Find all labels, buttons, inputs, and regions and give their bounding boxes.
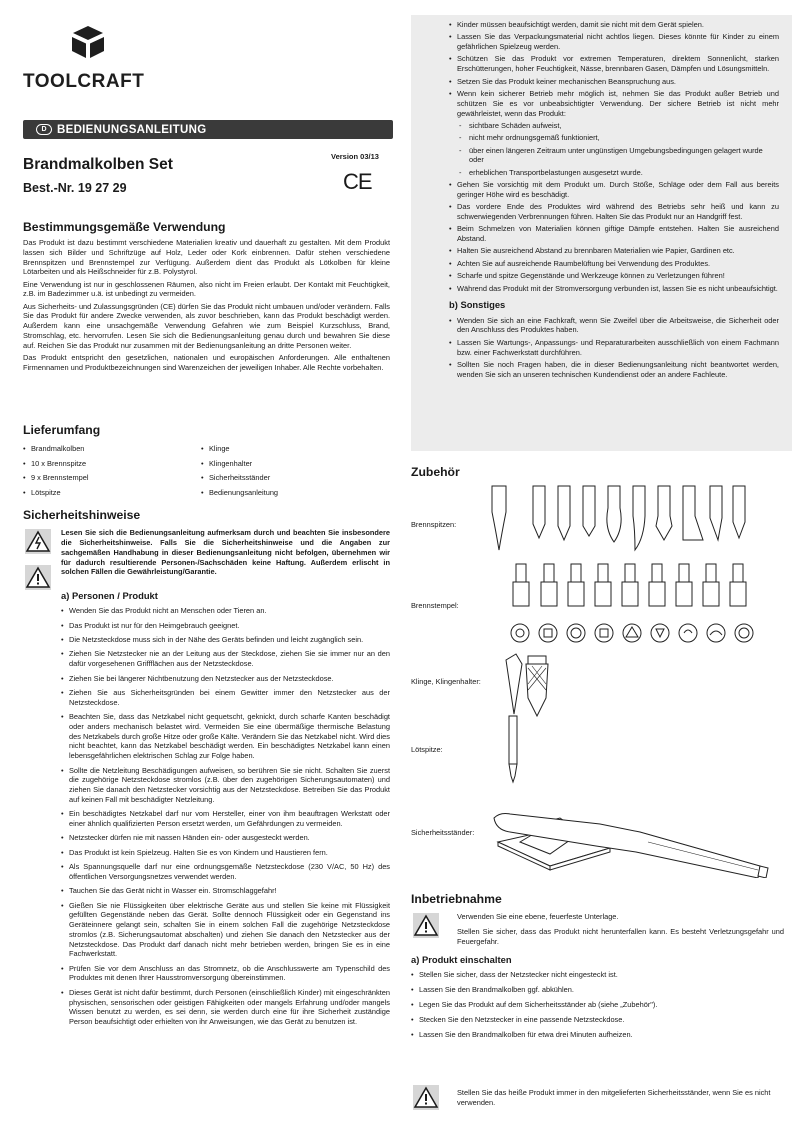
ce-mark: CE: [343, 169, 372, 194]
stamps-label: Brennstempel:: [411, 601, 459, 610]
banner-title: BEDIENUNGSANLEITUNG: [57, 124, 207, 136]
persons-section: [61, 587, 390, 1031]
list-item: • Stecken Sie den Netzstecker in eine passende Netzsteckdose.: [411, 1015, 787, 1025]
list-item: • Halten Sie ausreichend Abstand zu brennbaren Materialien wie Papier, Gardinen etc.: [449, 246, 779, 256]
list-item: • Stellen Sie sicher, dass der Netzstecker nicht eingesteckt ist.: [411, 970, 787, 980]
caution-warning-icon: [25, 565, 51, 593]
order-number: Best.-Nr. 19 27 29: [23, 181, 127, 195]
list-item: • 10 x Brennspitze: [23, 459, 201, 469]
switch-on-steps: [411, 970, 787, 1040]
intended-paragraph: Das Produkt entspricht den gesetzlichen, nationalen und europäischen Anforderungen. Alle enthaltenen Firmennamen und Produktbezeichnungen sind Warenzeichen der jeweiligen Inhaber. Alle Rechte vorbehalten.: [23, 353, 390, 372]
version-label: Version 03/13: [331, 152, 379, 161]
language-banner: [23, 120, 393, 139]
list-item: • Legen Sie das Produkt auf dem Sicherheitsständer ab (siehe „Zubehör").: [411, 1000, 787, 1010]
list-item: • Wenden Sie sich an eine Fachkraft, wenn Sie Zweifel über die Arbeitsweise, die Sicherheit oder den Anschluss des Produktes haben.: [449, 316, 779, 336]
conditions-list: [459, 121, 779, 178]
list-item: • Tauchen Sie das Gerät nicht in Wasser ein. Stromschlaggefahr!: [61, 886, 390, 896]
list-item: • Bedienungsanleitung: [201, 488, 381, 498]
solder-tip-icon: [505, 714, 521, 786]
product-title: Brandmalkolben Set: [23, 156, 173, 173]
intended-paragraph: Eine Verwendung ist nur in geschlossenen Räumen, also nicht im Freien erlaubt. Der Kontakt mit Feuchtigkeit, z.B. im Badezimmer u.ä. ist unbedingt zu vermeiden.: [23, 279, 390, 299]
safety-list-continued-2: [449, 180, 779, 293]
misc-list: [449, 316, 779, 380]
list-item: • Sollte die Netzleitung Beschädigungen aufweisen, so berühren Sie sie nicht. Schalten Sie zuerst die zugehörige Netzsteckdose stromlos (z.B. über den zugehörigen Sicherungsautomaten) und ziehen Sie danach den Netzstecker vorsichtig aus der Netzsteckdose. Betreiben Sie das Produkt auf keinen Fall mit beschädigter Netzleitung.: [61, 766, 390, 805]
delivery-section: [23, 422, 390, 502]
intended-use-section: [23, 219, 390, 375]
list-item: • Lassen Sie Wartungs-, Anpassungs- und Reparaturarbeiten ausschließlich von einem Fachmann bzw. einer Fachwerkstatt durchführen.: [449, 338, 779, 358]
list-item: • Klingenhalter: [201, 459, 381, 469]
safety-heading: Sicherheitshinweise: [23, 508, 141, 522]
intended-use-heading: Bestimmungsgemäße Verwendung: [23, 220, 226, 234]
list-item: • Brandmalkolben: [23, 444, 201, 454]
list-item: - erheblichen Transportbelastungen ausgesetzt wurde.: [459, 168, 779, 178]
burning-tips-icon: [488, 482, 748, 556]
safety-list-continued: [449, 20, 779, 118]
switch-on-heading: a) Produkt einschalten: [411, 954, 512, 965]
warning-text: Stellen Sie sicher, dass das Produkt nicht herunterfallen kann. Es besteht Verletzungsgefahr und Feuergefahr.: [457, 926, 784, 946]
caution-warning-icon: [413, 913, 439, 941]
brand-name: TOOLCRAFT: [23, 71, 145, 92]
list-item: • Das Produkt ist nur für den Heimgebrauch geeignet.: [61, 621, 390, 631]
list-item: • Beachten Sie, dass das Netzkabel nicht gequetscht, geknickt, durch scharfe Kanten beschädigt oder anders mechanisch belastet wird. Vermeiden Sie eine übermäßige thermische Belastung des Netzkabels durch große Hitze oder große Kälte. Verändern Sie das Netzkabel nicht. Wird dies nicht beachtet, kann das Netzkabel beschädigt werden. Ein beschädigtes Netzkabel kann einen lebensgefährlichen elektrischen Schlag zur Folge haben.: [61, 712, 390, 761]
delivery-list-2: [201, 444, 381, 502]
persons-list: [61, 606, 390, 1026]
safety-continued: [449, 20, 779, 382]
list-item: • Lassen Sie den Brandmalkolben ggf. abkühlen.: [411, 985, 787, 995]
electric-warning-icon: [25, 529, 51, 557]
list-item: • Setzen Sie das Produkt keiner mechanischen Beanspruchung aus.: [449, 77, 779, 87]
safety-stand-icon: [490, 788, 775, 878]
startup-warning: [457, 912, 784, 949]
intended-paragraph: Aus Sicherheits- und Zulassungsgründen (CE) dürfen Sie das Produkt nicht umbauen und/oder verändern. Falls Sie das Produkt für andere Zwecke verwenden, als zuvor beschrieben, kann das Produkt beschädigt werden. Außerdem kann eine unsachgemäße Verwendung Gefahren wie zum Beispiel Kurzschluss, Brand, Stromschlag, etc. hervorrufen. Lesen Sie sich die Bedienungsanleitung genau durch und bewahren Sie diese auf. Reichen Sie das Produkt nur zusammen mit der Bedienungsanleitung an dritte Personen weiter.: [23, 301, 390, 350]
list-item: • Netzstecker dürfen nie mit nassen Händen ein- oder ausgesteckt werden.: [61, 833, 390, 843]
list-item: • Sicherheitsständer: [201, 473, 381, 483]
toolcraft-logo-icon: [70, 26, 106, 61]
list-item: • Als Spannungsquelle darf nur eine ordnungsgemäße Netzsteckdose (230 V/AC, 50 Hz) des öffentlichen Versorgungsnetzes verwendet werden.: [61, 862, 390, 882]
misc-heading: b) Sonstiges: [449, 299, 506, 311]
list-item: • Klinge: [201, 444, 381, 454]
burning-stamps-icon: [508, 562, 758, 610]
list-item: • Achten Sie auf ausreichende Raumbelüftung bei Verwendung des Produktes.: [449, 259, 779, 269]
tips-label: Brennspitzen:: [411, 520, 457, 529]
list-item: • Das vordere Ende des Produktes wird während des Betriebs sehr heiß und kann zu schwerwiegenden Verbrennungen führen. Halten Sie das Produkt nur an Handgriff fest.: [449, 202, 779, 222]
list-item: • Die Netzsteckdose muss sich in der Nähe des Geräts befinden und leicht zugänglich sein.: [61, 635, 390, 645]
list-item: • Wenden Sie das Produkt nicht an Menschen oder Tieren an.: [61, 606, 390, 616]
startup-heading: Inbetriebnahme: [411, 892, 502, 906]
switch-on-section: [411, 951, 787, 1045]
list-item: • Ziehen Sie bei längerer Nichtbenutzung den Netzstecker aus der Netzsteckdose.: [61, 674, 390, 684]
list-item: • Beim Schmelzen von Materialien können giftige Dämpfe entstehen. Halten Sie ausreichend Abstand.: [449, 224, 779, 244]
delivery-list-1: [23, 444, 201, 502]
list-item: • Das Produkt ist kein Spielzeug. Halten Sie es von Kindern und Haustieren fern.: [61, 848, 390, 858]
safety-intro: Lesen Sie sich die Bedienungsanleitung aufmerksam durch und beachten Sie insbesondere die Sicherheitshinweise. Falls Sie die Sicherheitshinweise und die Angaben zur sachgemäßen Handhabung in dieser Bedienungsanleitung nicht befolgen, übernehmen wir für dadurch resultierende Personen-/Sachschäden keine Haftung. Außerdem erlischt in solchen Fällen die Gewährleistung/Garantie.: [61, 528, 390, 577]
solder-label: Lötspitze:: [411, 745, 443, 754]
stand-warning: Stellen Sie das heiße Produkt immer in den mitgelieferten Sicherheitsständer, wenn Sie es nicht verwenden.: [457, 1088, 771, 1107]
stand-label: Sicherheitsständer:: [411, 828, 475, 837]
list-item: • Ein beschädigtes Netzkabel darf nur vom Hersteller, einer von ihm beauftragen Werkstatt oder einer ähnlich qualifizierten Person ersetzt werden, um Gefährdungen zu vermeiden.: [61, 809, 390, 829]
list-item: • Kinder müssen beaufsichtigt werden, damit sie nicht mit dem Gerät spielen.: [449, 20, 779, 30]
delivery-heading: Lieferumfang: [23, 423, 101, 437]
list-item: • Während das Produkt mit der Stromversorgung verbunden ist, lassen Sie es nicht unbeaufsichtigt.: [449, 284, 779, 294]
list-item: • Ziehen Sie aus Sicherheitsgründen bei einem Gewitter immer den Netzstecker aus der Netzsteckdose.: [61, 688, 390, 708]
persons-heading: a) Personen / Produkt: [61, 590, 158, 601]
list-item: • Lassen Sie das Verpackungsmaterial nicht achtlos liegen. Dieses könnte für Kinder zu einem gefährlichen Spielzeug werden.: [449, 32, 779, 52]
list-item: • Gehen Sie vorsichtig mit dem Produkt um. Durch Stöße, Schläge oder dem Fall aus bereits geringer Höhe wird es beschädigt.: [449, 180, 779, 200]
list-item: • Sollten Sie noch Fragen haben, die in dieser Bedienungsanleitung nicht beantwortet werden, wenden Sie sich an unseren technischen Kundendienst oder an andere Fachleute.: [449, 360, 779, 380]
caution-warning-icon: [413, 1085, 439, 1113]
list-item: - über einen längeren Zeitraum unter ungünstigen Umgebungsbedingungen gelagert wurde oder: [459, 146, 779, 166]
list-item: • 9 x Brennstempel: [23, 473, 201, 483]
list-item: • Schützen Sie das Produkt vor extremen Temperaturen, direktem Sonnenlicht, starken Erschütterungen, hoher Feuchtigkeit, Nässe, brennbaren Gasen, Dämpfen und Lösungsmitteln.: [449, 54, 779, 74]
accessories-heading: Zubehör: [411, 465, 460, 479]
blade-label: Klinge, Klingenhalter:: [411, 677, 481, 686]
list-item: • Wenn kein sicherer Betrieb mehr möglich ist, nehmen Sie das Produkt außer Betrieb und schützen Sie es vor unbeabsichtigter Verwendung. Der sichere Betrieb ist nicht mehr gewährleistet, wenn das Produkt:: [449, 89, 779, 118]
list-item: • Prüfen Sie vor dem Anschluss an das Stromnetz, ob die Anschlusswerte am Typenschild des Produktes mit denen Ihrer Hausstromversorgung übereinstimmen.: [61, 964, 390, 984]
warning-text: Verwenden Sie eine ebene, feuerfeste Unterlage.: [457, 912, 619, 921]
language-badge: D: [36, 124, 52, 135]
list-item: • Lötspitze: [23, 488, 201, 498]
list-item: • Dieses Gerät ist nicht dafür bestimmt, durch Personen (einschließlich Kinder) mit eingeschränkten physischen, sensorischen oder geistigen Fähigkeiten oder mangels Erfahrung und/oder mangels Wissen benutzt zu werden, es sei denn, sie werden durch eine für ihre Sicherheit zuständige Person beaufsichtigt oder erhielten von ihr Anweisungen, wie das Gerät zu benutzen ist.: [61, 988, 390, 1027]
list-item: • Ziehen Sie Netzstecker nie an der Leitung aus der Steckdose, ziehen Sie sie immer nur an den dafür vorgesehenen Griffflächen aus der Netzsteckdose.: [61, 649, 390, 669]
list-item: • Scharfe und spitze Gegenstände und Werkzeuge können zu Verletzungen führen!: [449, 271, 779, 281]
intended-paragraph: Das Produkt ist dazu bestimmt verschiedene Materialien kreativ und dauerhaft zu gestalten. Mit dem Produkt lassen sich Bilder und Schriftzüge auf Holz, Leder oder Kork einbrennen. Dafür stehen verschiedene Brennspitzen und Brennstempel zur Verfügung. Außerdem dient das Produkt als Lötkolben für kleine Lötarbeiten und als Heißschneider für z.B. Polystyrol.: [23, 238, 390, 277]
list-item: • Lassen Sie den Brandmalkolben für etwa drei Minuten aufheizen.: [411, 1030, 787, 1040]
list-item: - nicht mehr ordnungsgemäß funktioniert,: [459, 133, 779, 143]
stamp-patterns-icon: [508, 621, 758, 645]
list-item: - sichtbare Schäden aufweist,: [459, 121, 779, 131]
list-item: • Gießen Sie nie Flüssigkeiten über elektrische Geräte aus und stellen Sie keine mit Flüssigkeit gefüllten Gegenstände neben das Gerät. Sollte dennoch Flüssigkeit oder ein Gegenstand ins Geräteinnere gelangt sein, schalten Sie in einem solchen Fall die zugehörige Netzsteckdose stromlos (z.B. Sicherungsautomat abschalten) und ziehen Sie danach den Netzstecker aus der Netzsteckdose. Das Produkt darf danach nicht mehr betrieben werden, bringen Sie es in eine Fachwerkstatt.: [61, 901, 390, 960]
